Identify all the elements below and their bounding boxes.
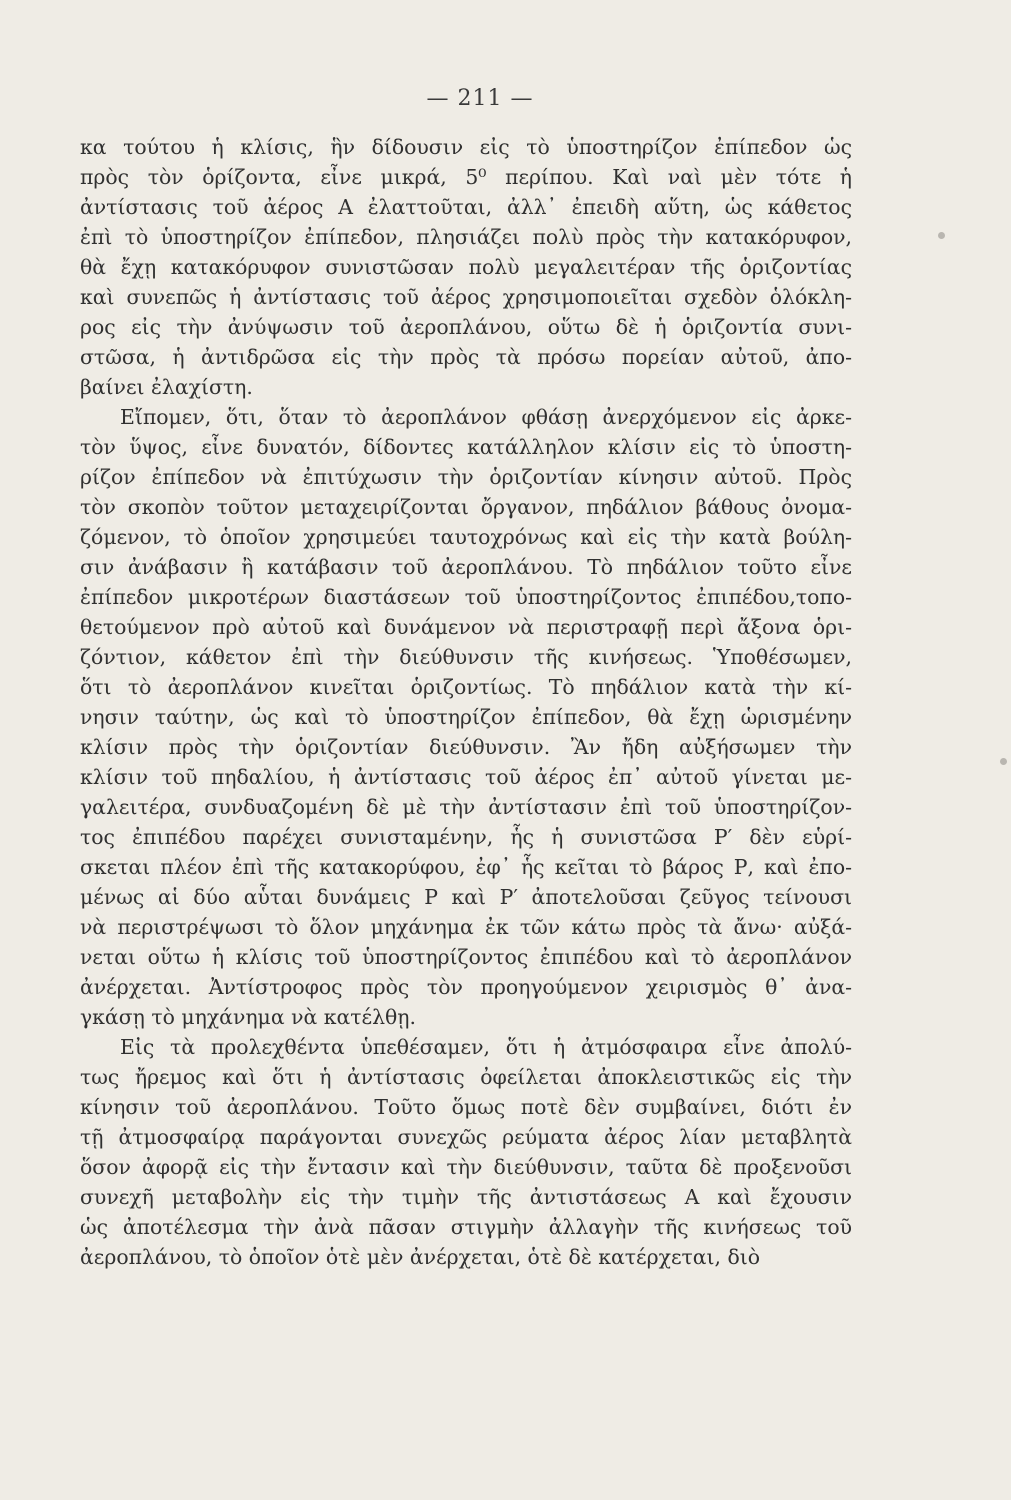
text-line: κλίσιν πρὸς τὴν ὁριζοντίαν διεύθυνσιν. Ἂν ἤδη αὐξήσωμεν τὴν xyxy=(80,735,852,759)
page-number: — 211 — xyxy=(426,86,534,111)
text-line: ζόμενον, τὸ ὁποῖον χρησιμεύει ταυτοχρόνως καὶ εἰς τὴν κατὰ βούλη- xyxy=(80,525,852,549)
text-line: ρίζον ἐπίπεδον νὰ ἐπιτύχωσιν τὴν ὁριζοντίαν κίνησιν αὐτοῦ. Πρὸς xyxy=(80,465,852,489)
text-line: θὰ ἔχῃ κατακόρυφον συνιστῶσαν πολὺ μεγαλειτέραν τῆς ὁριζοντίας xyxy=(80,255,852,279)
text-line: ἀνέρχεται. Ἀντίστροφος πρὸς τὸν προηγούμενον χειρισμὸς θ᾽ ἀνα- xyxy=(80,975,852,999)
text-line: Εἰς τὰ προλεχθέντα ὑπεθέσαμεν, ὅτι ἡ ἀτμόσφαιρα εἶνε ἀπολύ- xyxy=(120,1035,852,1059)
text-line: τὸν ὕψος, εἶνε δυνατόν, δίδοντες κατάλληλον κλίσιν εἰς τὸ ὑποστη- xyxy=(80,435,852,459)
paragraph xyxy=(80,132,852,402)
text-line: Εἴπομεν, ὅτι, ὅταν τὸ ἀεροπλάνον φθάσῃ ἀνερχόμενον εἰς ἀρκε- xyxy=(120,405,852,429)
text-line: ἀεροπλάνου, τὸ ὁποῖον ὁτὲ μὲν ἀνέρχεται, ὁτὲ δὲ κατέρχεται, διὸ xyxy=(80,1245,761,1269)
paragraph xyxy=(80,402,852,1032)
text-line: νησιν ταύτην, ὡς καὶ τὸ ὑποστηρίζον ἐπίπεδον, θὰ ἔχῃ ὡρισμένην xyxy=(80,705,852,729)
paper-speck xyxy=(1000,758,1007,765)
text-line: καὶ συνεπῶς ἡ ἀντίστασις τοῦ ἀέρος χρησιμοποιεῖται σχεδὸν ὁλόκλη- xyxy=(80,285,852,309)
text-line: σκεται πλέον ἐπὶ τῆς κατακορύφου, ἐφ᾽ ἧς κεῖται τὸ βάρος Ρ, καὶ ἐπο- xyxy=(80,855,852,879)
body-text xyxy=(80,132,852,1272)
text-line: ὅτι τὸ ἀεροπλάνον κινεῖται ὁριζοντίως. Τὸ πηδάλιον κατὰ τὴν κί- xyxy=(80,675,852,699)
paper-speck xyxy=(938,232,945,239)
text-line: γκάσῃ τὸ μηχάνημα νὰ κατέλθῃ. xyxy=(80,1005,416,1029)
text-line: γαλειτέρα, συνδυαζομένη δὲ μὲ τὴν ἀντίστασιν ἐπὶ τοῦ ὑποστηρίζον- xyxy=(80,795,852,819)
text-line: ρος εἰς τὴν ἀνύψωσιν τοῦ ἀεροπλάνου, οὕτω δὲ ἡ ὁριζοντία συνι- xyxy=(80,315,852,339)
text-line: τῇ ἀτμοσφαίρᾳ παράγονται συνεχῶς ρεύματα ἀέρος λίαν μεταβλητὰ xyxy=(80,1125,852,1149)
text-line: κλίσιν τοῦ πηδαλίου, ἡ ἀντίστασις τοῦ ἀέρος ἐπ᾽ αὐτοῦ γίνεται με- xyxy=(80,765,852,789)
text-line: νὰ περιστρέψωσι τὸ ὅλον μηχάνημα ἐκ τῶν κάτω πρὸς τὰ ἄνω· αὐξά- xyxy=(80,915,852,939)
text-line: κα τούτου ἡ κλίσις, ἣν δίδουσιν εἰς τὸ ὑποστηρίζον ἐπίπεδον ὡς xyxy=(80,135,852,159)
text-line: στῶσα, ἡ ἀντιδρῶσα εἰς τὴν πρὸς τὰ πρόσω πορείαν αὐτοῦ, ἀπο- xyxy=(80,345,852,369)
text-line: βαίνει ἐλαχίστη. xyxy=(80,375,253,399)
text-line: σιν ἀνάβασιν ἢ κατάβασιν τοῦ ἀεροπλάνου. Τὸ πηδάλιον τοῦτο εἶνε xyxy=(80,555,852,579)
text-line: τος ἐπιπέδου παρέχει συνισταμένην, ἧς ἡ συνιστῶσα Ρ′ δὲν εὑρί- xyxy=(80,825,852,849)
text-line: ὡς ἀποτέλεσμα τὴν ἀνὰ πᾶσαν στιγμὴν ἀλλαγὴν τῆς κινήσεως τοῦ xyxy=(80,1215,852,1239)
text-line: ἐπὶ τὸ ὑποστηρίζον ἐπίπεδον, πλησιάζει πολὺ πρὸς τὴν κατακόρυφον, xyxy=(80,225,852,249)
text-line: συνεχῆ μεταβολὴν εἰς τὴν τιμὴν τῆς ἀντιστάσεως Α καὶ ἔχουσιν xyxy=(80,1185,852,1209)
text-line: κίνησιν τοῦ ἀεροπλάνου. Τοῦτο ὅμως ποτὲ δὲν συμβαίνει, διότι ἐν xyxy=(80,1095,852,1119)
text-line: μένως αἱ δύο αὗται δυνάμεις Ρ καὶ Ρ′ ἀποτελοῦσαι ζεῦγος τείνουσι xyxy=(80,885,852,909)
text-line: τως ἤρεμος καὶ ὅτι ἡ ἀντίστασις ὀφείλεται ἀποκλειστικῶς εἰς τὴν xyxy=(80,1065,852,1089)
text-line: ἐπίπεδον μικροτέρων διαστάσεων τοῦ ὑποστηρίζοντος ἐπιπέδου,τοπο- xyxy=(80,585,852,609)
text-line: ζόντιον, κάθετον ἐπὶ τὴν διεύθυνσιν τῆς κινήσεως. Ὑποθέσωμεν, xyxy=(80,645,852,669)
text-line: τὸν σκοπὸν τοῦτον μεταχειρίζονται ὄργανον, πηδάλιον βάθους ὀνομα- xyxy=(80,495,852,519)
text-line: νεται οὕτω ἡ κλίσις τοῦ ὑποστηρίζοντος ἐπιπέδου καὶ τὸ ἀεροπλάνον xyxy=(80,945,852,969)
text-line: πρὸς τὸν ὁρίζοντα, εἶνε μικρά, 5⁰ περίπου. Καὶ ναὶ μὲν τότε ἡ xyxy=(80,165,852,189)
text-line: ὅσον ἀφορᾷ εἰς τὴν ἔντασιν καὶ τὴν διεύθυνσιν, ταῦτα δὲ προξενοῦσι xyxy=(80,1155,852,1179)
paragraph xyxy=(80,1032,852,1272)
text-line: θετούμενον πρὸ αὐτοῦ καὶ δυνάμενον νὰ περιστραφῇ περὶ ἄξονα ὁρι- xyxy=(80,615,852,639)
text-line: ἀντίστασις τοῦ ἀέρος Α ἐλαττοῦται, ἀλλ᾽ ἐπειδὴ αὕτη, ὡς κάθετος xyxy=(80,195,852,219)
